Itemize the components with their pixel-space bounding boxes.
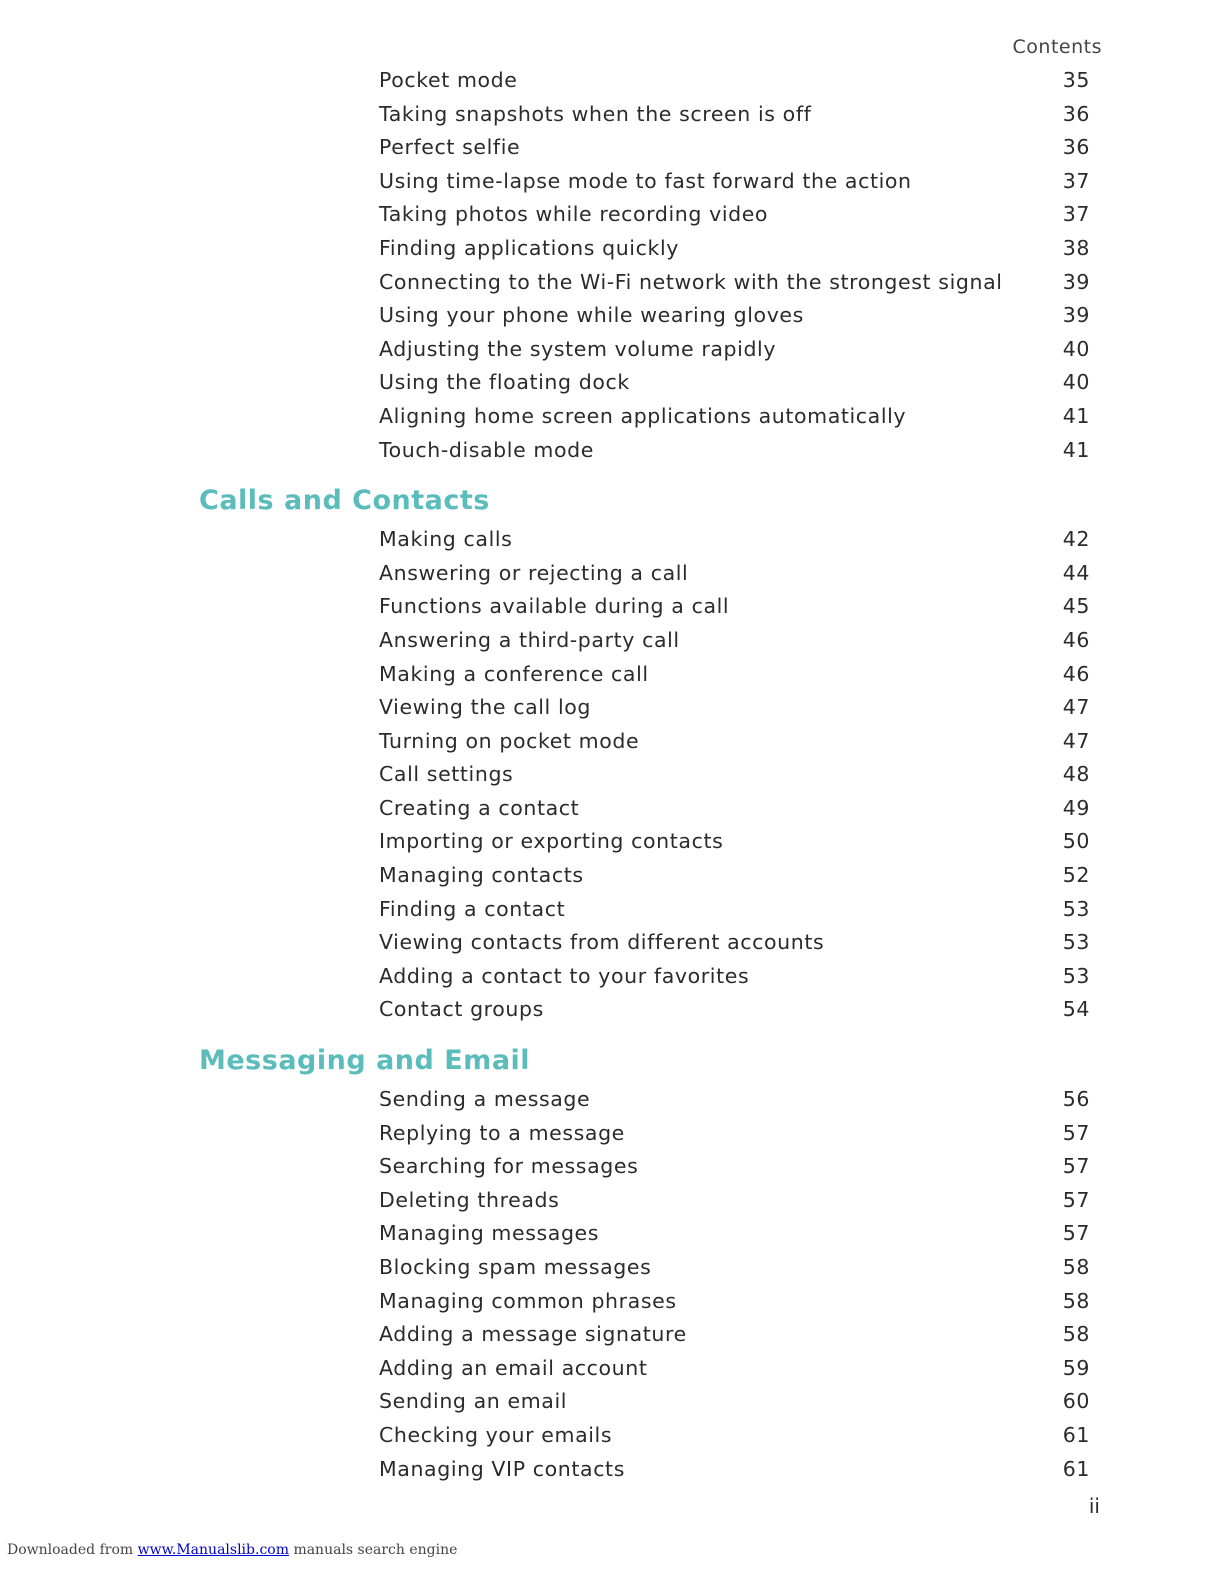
toc-entry[interactable] <box>0 1184 1224 1218</box>
toc-entry-title[interactable]: Managing common phrases <box>379 1288 677 1313</box>
toc-entry-title[interactable]: Blocking spam messages <box>379 1255 652 1279</box>
toc-entry-page[interactable]: 42 <box>1062 527 1090 552</box>
toc-entry[interactable] <box>0 624 1224 658</box>
toc-entry[interactable] <box>0 1453 1224 1487</box>
toc-entry-title[interactable]: Taking photos while recording video <box>379 202 769 227</box>
toc-entry-page[interactable]: 36 <box>1062 101 1090 126</box>
toc-entry-title[interactable]: Finding applications quickly <box>379 235 679 260</box>
toc-entry[interactable] <box>0 400 1224 434</box>
toc-entry-page[interactable]: 47 <box>1062 695 1090 720</box>
toc-entry-title[interactable]: Making calls <box>379 527 513 552</box>
footer-suffix: manuals search engine <box>293 1542 458 1558</box>
toc-entry-page[interactable]: 56 <box>1062 1087 1090 1112</box>
toc-entry[interactable] <box>0 1285 1224 1319</box>
toc-entry-page[interactable]: 44 <box>1062 560 1090 585</box>
toc-entry-title[interactable]: Viewing the call log <box>379 695 592 720</box>
toc-entry[interactable] <box>0 758 1224 792</box>
toc-entry-title[interactable]: Viewing contacts from different accounts <box>379 930 825 955</box>
toc-entry-title[interactable]: Pocket mode <box>379 68 518 92</box>
toc-entry-page[interactable]: 58 <box>1062 1322 1090 1347</box>
toc-entry-title[interactable]: Importing or exporting contacts <box>379 829 724 854</box>
toc-entry-page[interactable]: 61 <box>1062 1456 1090 1481</box>
toc-entry[interactable] <box>0 434 1224 468</box>
toc-entry-title[interactable]: Call settings <box>379 762 514 787</box>
toc-entry-title[interactable]: Using time-lapse mode to fast forward the action <box>379 168 912 193</box>
toc-entry[interactable] <box>0 1150 1224 1184</box>
toc-entry-page[interactable]: 58 <box>1062 1255 1090 1279</box>
toc-entry-title[interactable]: Adjusting the system volume rapidly <box>379 336 777 361</box>
toc-entry[interactable] <box>0 232 1224 266</box>
toc-entry-title[interactable]: Deleting threads <box>379 1187 560 1212</box>
toc-entry[interactable] <box>0 299 1224 333</box>
toc-entry[interactable] <box>0 266 1224 300</box>
toc-entry-title[interactable]: Answering a third-party call <box>379 627 680 652</box>
toc-entry[interactable] <box>0 64 1224 98</box>
toc-entry-page[interactable]: 36 <box>1062 135 1090 160</box>
toc-entry-page[interactable]: 46 <box>1062 627 1090 652</box>
toc-entry[interactable] <box>0 333 1224 367</box>
toc-entry[interactable] <box>0 98 1224 132</box>
toc-entry-page[interactable]: 49 <box>1062 795 1090 820</box>
toc-entry-page[interactable]: 40 <box>1062 370 1090 395</box>
manualslib-link[interactable]: www.Manualslib.com <box>137 1542 289 1558</box>
toc-entry[interactable] <box>0 825 1224 859</box>
toc-entry-page[interactable]: 45 <box>1062 594 1090 619</box>
toc-entry-title[interactable]: Turning on pocket mode <box>379 728 640 753</box>
toc-entry-title[interactable]: Adding an email account <box>379 1355 648 1380</box>
download-footer <box>7 1542 457 1558</box>
toc-entry[interactable] <box>0 792 1224 826</box>
toc-entry-title[interactable]: Checking your emails <box>379 1422 613 1447</box>
table-of-contents <box>0 64 1224 1486</box>
toc-entry-page[interactable]: 50 <box>1062 829 1090 854</box>
toc-entry-title[interactable]: Aligning home screen applications automatically <box>379 403 907 428</box>
toc-entry-page[interactable]: 60 <box>1062 1389 1090 1414</box>
toc-entry-page[interactable]: 54 <box>1062 997 1090 1022</box>
toc-entry-page[interactable]: 59 <box>1062 1355 1090 1380</box>
footer-prefix: Downloaded from <box>7 1542 134 1558</box>
toc-entry[interactable] <box>0 131 1224 165</box>
toc-entry-page[interactable]: 39 <box>1062 269 1090 294</box>
toc-entry-title[interactable]: Adding a contact to your favorites <box>379 963 750 988</box>
toc-entry-title[interactable]: Touch-disable mode <box>379 437 594 462</box>
toc-entry-title[interactable]: Creating a contact <box>379 795 580 820</box>
toc-entry-title[interactable]: Managing contacts <box>379 863 584 888</box>
running-header: Contents <box>1012 36 1102 58</box>
toc-entry-title[interactable]: Making a conference call <box>379 661 649 686</box>
toc-entry-title[interactable]: Searching for messages <box>379 1154 639 1179</box>
toc-entry-page[interactable]: 53 <box>1062 930 1090 955</box>
toc-entry[interactable] <box>0 859 1224 893</box>
toc-entry-page[interactable]: 57 <box>1062 1221 1090 1246</box>
section-heading[interactable]: Calls and Contacts <box>199 485 490 517</box>
toc-entry-title[interactable]: Contact groups <box>379 997 544 1022</box>
toc-entry[interactable] <box>0 366 1224 400</box>
toc-entry-page[interactable]: 37 <box>1062 168 1090 193</box>
toc-entry-title[interactable]: Adding a message signature <box>379 1322 687 1347</box>
toc-entry-page[interactable]: 46 <box>1062 661 1090 686</box>
toc-entry[interactable] <box>0 1352 1224 1386</box>
page-number: ii <box>1088 1494 1100 1518</box>
toc-entry[interactable] <box>0 691 1224 725</box>
toc-entry-page[interactable]: 35 <box>1062 68 1090 92</box>
toc-entry-title[interactable]: Replying to a message <box>379 1120 625 1145</box>
toc-entry-title[interactable]: Managing messages <box>379 1221 600 1246</box>
toc-entry[interactable] <box>0 658 1224 692</box>
toc-entry[interactable] <box>0 893 1224 927</box>
toc-entry[interactable] <box>0 1083 1224 1117</box>
toc-entry[interactable] <box>0 165 1224 199</box>
toc-entry-page[interactable]: 39 <box>1062 303 1090 328</box>
toc-entry-page[interactable]: 41 <box>1062 437 1090 462</box>
toc-entry[interactable] <box>0 960 1224 994</box>
toc-entry[interactable] <box>0 993 1224 1027</box>
toc-entry-page[interactable]: 53 <box>1062 963 1090 988</box>
toc-entry-page[interactable]: 37 <box>1062 202 1090 227</box>
toc-entry-page[interactable]: 58 <box>1062 1288 1090 1313</box>
toc-entry-title[interactable]: Taking snapshots when the screen is off <box>379 101 812 126</box>
toc-entry-title[interactable]: Functions available during a call <box>379 594 730 619</box>
toc-entry[interactable] <box>0 1117 1224 1151</box>
toc-entry-page[interactable]: 53 <box>1062 896 1090 921</box>
toc-entry-page[interactable]: 38 <box>1062 235 1090 260</box>
toc-entry-title[interactable]: Using the floating dock <box>379 370 630 395</box>
toc-entry-page[interactable]: 48 <box>1062 762 1090 787</box>
toc-entry-title[interactable]: Answering or rejecting a call <box>379 560 689 585</box>
toc-entry-page[interactable]: 57 <box>1062 1187 1090 1212</box>
toc-entry[interactable] <box>0 590 1224 624</box>
toc-entry[interactable] <box>0 725 1224 759</box>
toc-entry-page[interactable]: 61 <box>1062 1422 1090 1447</box>
toc-entry-title[interactable]: Sending an email <box>379 1389 568 1414</box>
section-heading[interactable]: Messaging and Email <box>199 1045 531 1077</box>
toc-entry-page[interactable]: 40 <box>1062 336 1090 361</box>
toc-entry-page[interactable]: 57 <box>1062 1154 1090 1179</box>
toc-entry[interactable] <box>0 1385 1224 1419</box>
toc-entry-title[interactable]: Using your phone while wearing gloves <box>379 303 804 328</box>
toc-entry[interactable] <box>0 1419 1224 1453</box>
toc-entry-title[interactable]: Sending a message <box>379 1087 591 1112</box>
toc-entry[interactable] <box>0 1251 1224 1285</box>
toc-entry-title[interactable]: Perfect selfie <box>379 135 521 160</box>
toc-entry[interactable] <box>0 523 1224 557</box>
toc-entry[interactable] <box>0 557 1224 591</box>
toc-entry[interactable] <box>0 926 1224 960</box>
toc-entry-title[interactable]: Finding a contact <box>379 896 566 921</box>
toc-entry[interactable] <box>0 1318 1224 1352</box>
toc-entry-page[interactable]: 52 <box>1062 863 1090 888</box>
toc-entry-page[interactable]: 41 <box>1062 403 1090 428</box>
toc-entry-page[interactable]: 57 <box>1062 1120 1090 1145</box>
toc-entry-title[interactable]: Connecting to the Wi-Fi network with the strongest signal <box>379 269 1003 294</box>
toc-entry[interactable] <box>0 198 1224 232</box>
toc-entry[interactable] <box>0 1217 1224 1251</box>
toc-entry-title[interactable]: Managing VIP contacts <box>379 1456 625 1481</box>
toc-entry-page[interactable]: 47 <box>1062 728 1090 753</box>
